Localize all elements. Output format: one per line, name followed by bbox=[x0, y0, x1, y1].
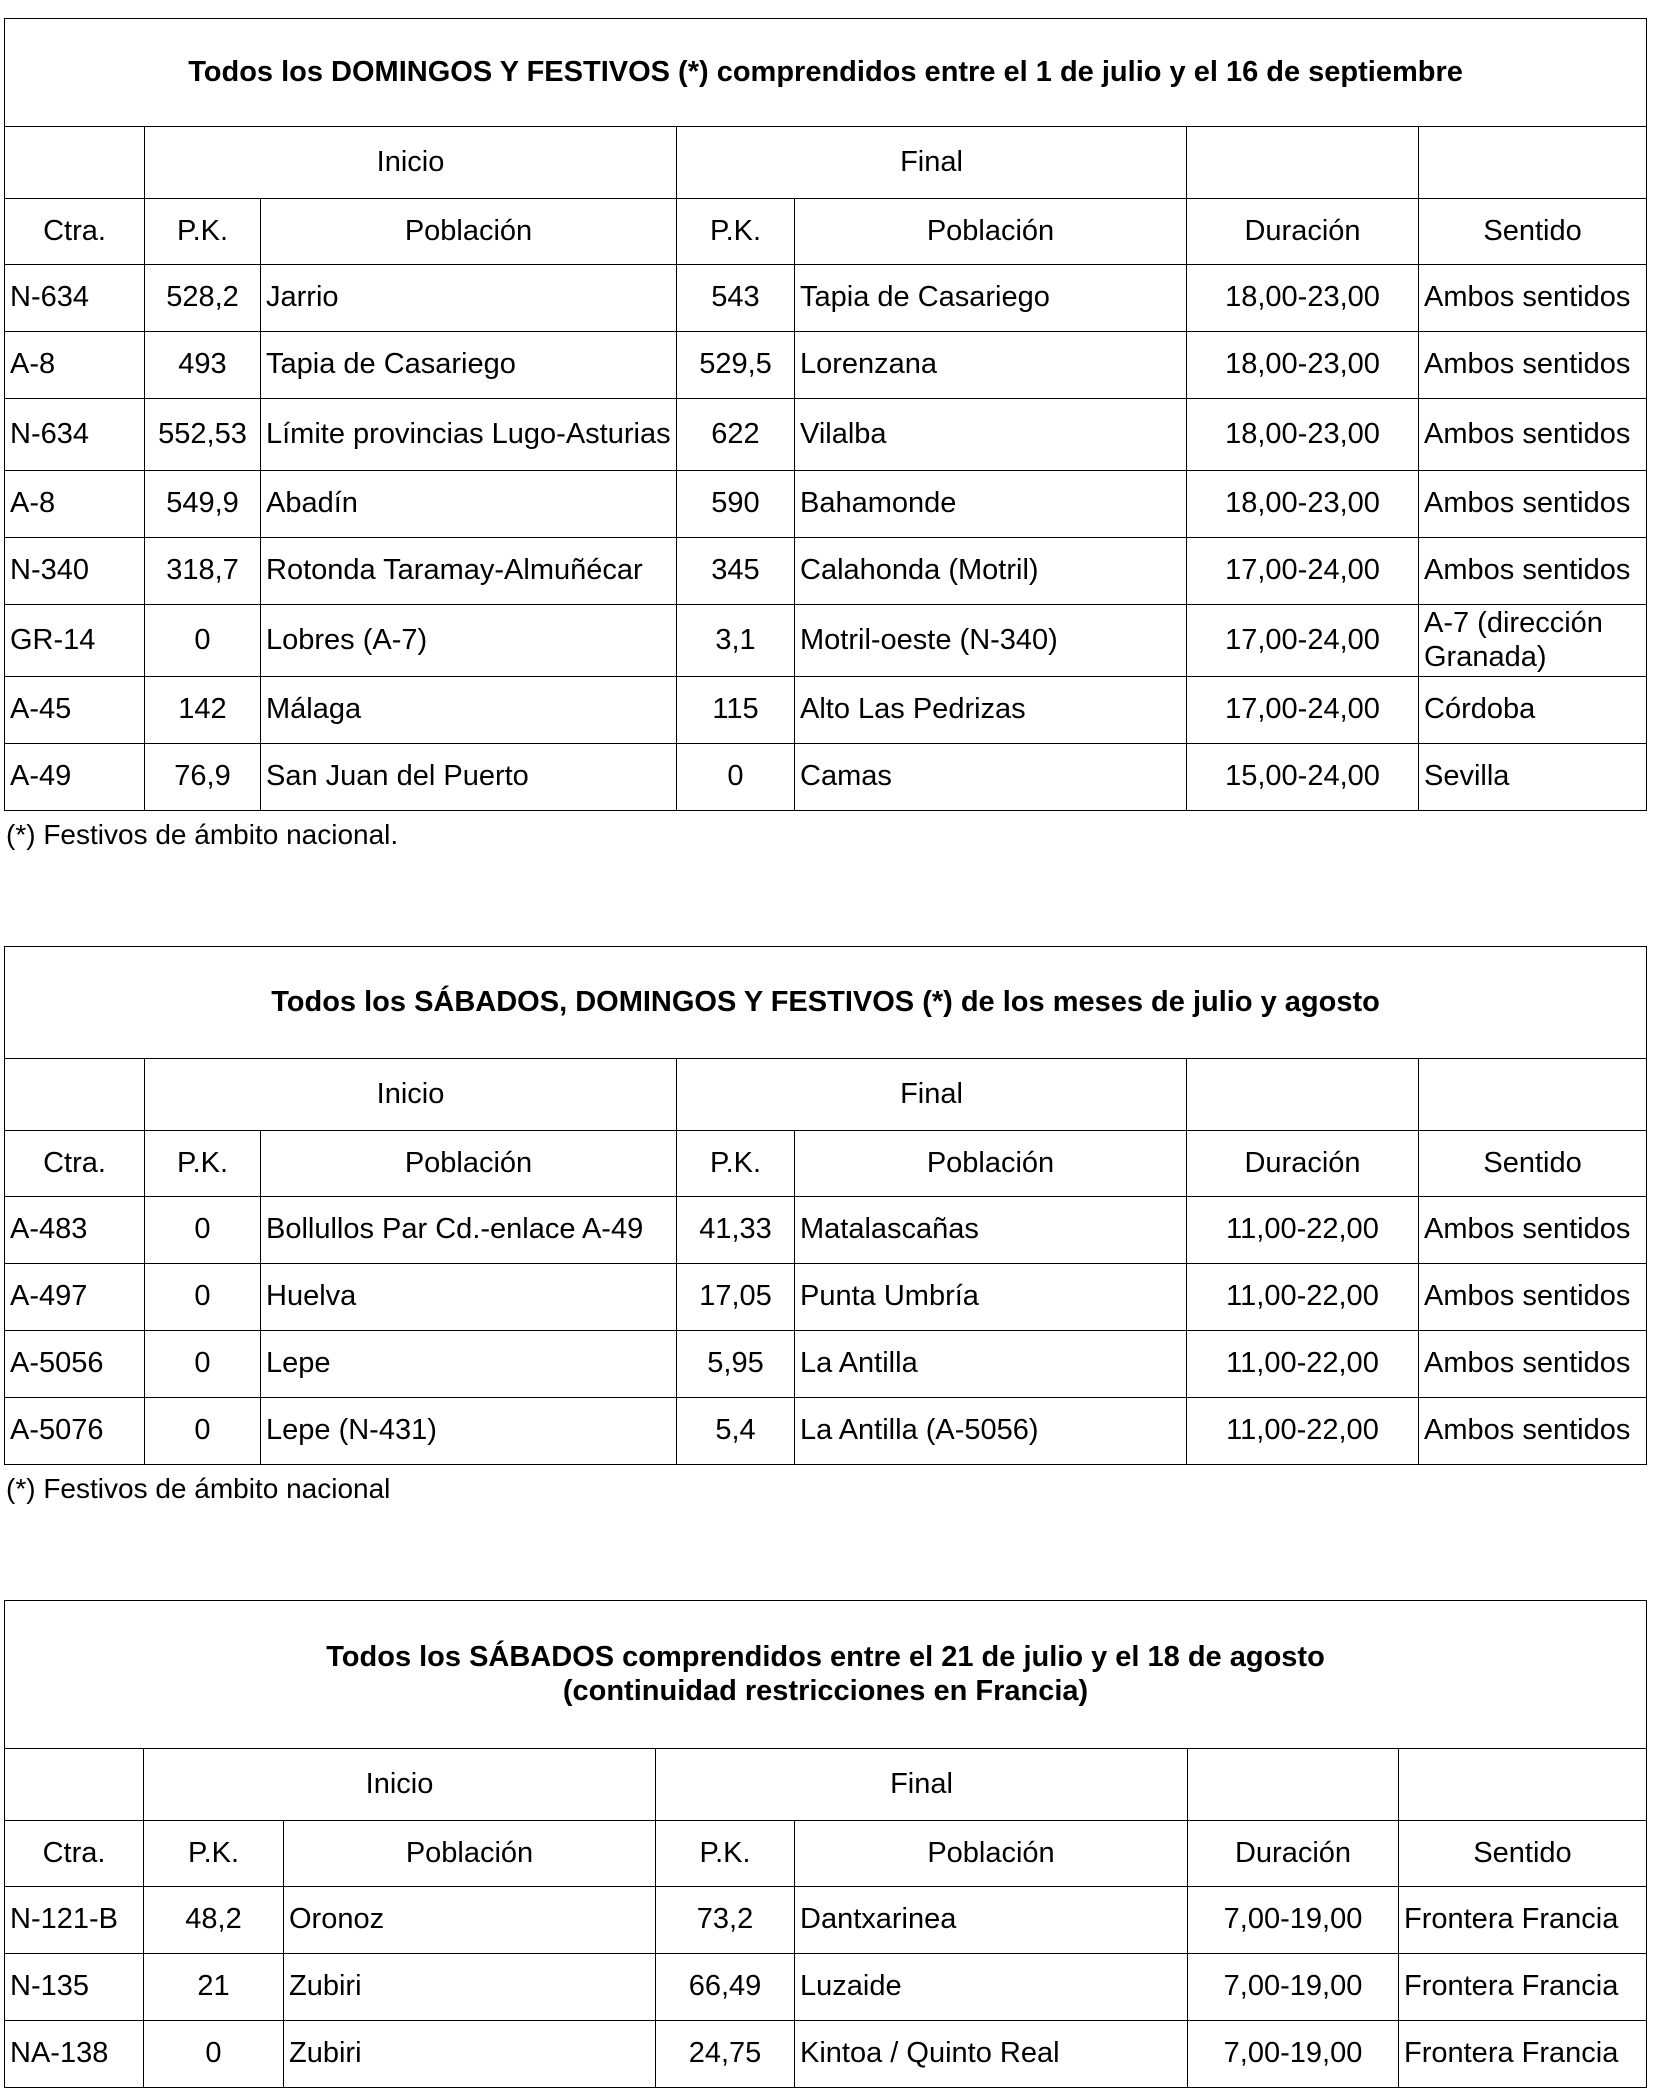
col-header-ctra: Ctra. bbox=[5, 199, 145, 265]
col-header-poblacion-inicio: Población bbox=[261, 199, 677, 265]
cell-pk-inicio: 0 bbox=[145, 1331, 261, 1398]
cell-ctra: A-5056 bbox=[5, 1331, 145, 1398]
cell-pk-final: 0 bbox=[677, 744, 795, 811]
table-title bbox=[5, 1601, 1647, 1749]
cell-pk-final: 622 bbox=[677, 399, 795, 471]
empty-header-cell bbox=[1188, 1749, 1399, 1821]
table-row bbox=[5, 265, 1647, 332]
cell-poblacion-final: Motril-oeste (N-340) bbox=[795, 605, 1187, 677]
cell-sentido: A-7 (dirección Granada) bbox=[1419, 605, 1647, 677]
cell-poblacion-inicio: San Juan del Puerto bbox=[261, 744, 677, 811]
cell-pk-inicio: 528,2 bbox=[145, 265, 261, 332]
cell-duracion: 18,00-23,00 bbox=[1187, 471, 1419, 538]
cell-sentido: Ambos sentidos bbox=[1419, 1398, 1647, 1465]
cell-poblacion-inicio: Málaga bbox=[261, 677, 677, 744]
cell-poblacion-final: Tapia de Casariego bbox=[795, 265, 1187, 332]
table-title-line: (continuidad restricciones en Francia) bbox=[562, 1674, 1089, 1707]
cell-ctra: NA-138 bbox=[5, 2021, 144, 2088]
cell-pk-inicio: 76,9 bbox=[145, 744, 261, 811]
cell-ctra: N-121-B bbox=[5, 1887, 144, 1954]
cell-poblacion-final: Calahonda (Motril) bbox=[795, 538, 1187, 605]
footnote: (*) Festivos de ámbito nacional bbox=[6, 1473, 391, 1504]
col-header-sentido: Sentido bbox=[1419, 199, 1647, 265]
table-title: Todos los DOMINGOS Y FESTIVOS (*) comprendidos entre el 1 de julio y el 16 de septiembre bbox=[5, 19, 1647, 127]
cell-poblacion-inicio: Oronoz bbox=[284, 1887, 656, 1954]
cell-ctra: A-45 bbox=[5, 677, 145, 744]
table-row bbox=[5, 677, 1647, 744]
group-header-inicio: Inicio bbox=[145, 127, 677, 199]
col-header-ctra: Ctra. bbox=[5, 1131, 145, 1197]
col-header-poblacion-final: Población bbox=[795, 1131, 1187, 1197]
col-header-poblacion-final: Población bbox=[795, 199, 1187, 265]
cell-poblacion-inicio: Zubiri bbox=[284, 1954, 656, 2021]
cell-duracion: 7,00-19,00 bbox=[1188, 1887, 1399, 1954]
cell-poblacion-final: Kintoa / Quinto Real bbox=[795, 2021, 1188, 2088]
cell-pk-inicio: 21 bbox=[144, 1954, 284, 2021]
cell-ctra: N-634 bbox=[5, 265, 145, 332]
table-row bbox=[5, 1398, 1647, 1465]
cell-pk-final: 345 bbox=[677, 538, 795, 605]
cell-poblacion-inicio: Lepe bbox=[261, 1331, 677, 1398]
table-row bbox=[5, 1264, 1647, 1331]
table-row bbox=[5, 2021, 1647, 2088]
cell-poblacion-inicio: Bollullos Par Cd.-enlace A-49 bbox=[261, 1197, 677, 1264]
cell-duracion: 11,00-22,00 bbox=[1187, 1331, 1419, 1398]
cell-duracion: 7,00-19,00 bbox=[1188, 1954, 1399, 2021]
cell-poblacion-inicio: Abadín bbox=[261, 471, 677, 538]
table-row bbox=[5, 744, 1647, 811]
restriction-table-2-block bbox=[4, 946, 1647, 1505]
cell-poblacion-inicio: Lobres (A-7) bbox=[261, 605, 677, 677]
cell-pk-final: 590 bbox=[677, 471, 795, 538]
col-header-pk-final: P.K. bbox=[677, 1131, 795, 1197]
cell-ctra: N-634 bbox=[5, 399, 145, 471]
restriction-table-2 bbox=[4, 946, 1647, 1465]
cell-sentido: Ambos sentidos bbox=[1419, 265, 1647, 332]
cell-duracion: 15,00-24,00 bbox=[1187, 744, 1419, 811]
cell-ctra: N-340 bbox=[5, 538, 145, 605]
cell-poblacion-final: Bahamonde bbox=[795, 471, 1187, 538]
cell-pk-inicio: 0 bbox=[145, 605, 261, 677]
cell-poblacion-inicio: Tapia de Casariego bbox=[261, 332, 677, 399]
table-row bbox=[5, 471, 1647, 538]
cell-duracion: 18,00-23,00 bbox=[1187, 399, 1419, 471]
cell-sentido: Ambos sentidos bbox=[1419, 1331, 1647, 1398]
group-header-final: Final bbox=[677, 127, 1187, 199]
cell-pk-inicio: 48,2 bbox=[144, 1887, 284, 1954]
group-header-inicio: Inicio bbox=[144, 1749, 656, 1821]
table-row bbox=[5, 1197, 1647, 1264]
cell-sentido: Ambos sentidos bbox=[1419, 332, 1647, 399]
cell-duracion: 11,00-22,00 bbox=[1187, 1197, 1419, 1264]
empty-header-cell bbox=[5, 1749, 144, 1821]
cell-poblacion-inicio: Huelva bbox=[261, 1264, 677, 1331]
cell-duracion: 7,00-19,00 bbox=[1188, 2021, 1399, 2088]
empty-header-cell bbox=[1187, 1059, 1419, 1131]
cell-pk-inicio: 318,7 bbox=[145, 538, 261, 605]
table-row bbox=[5, 399, 1647, 471]
cell-duracion: 11,00-22,00 bbox=[1187, 1398, 1419, 1465]
cell-poblacion-inicio: Zubiri bbox=[284, 2021, 656, 2088]
footnote: (*) Festivos de ámbito nacional. bbox=[6, 819, 399, 850]
cell-poblacion-inicio: Lepe (N-431) bbox=[261, 1398, 677, 1465]
col-header-duracion: Duración bbox=[1187, 199, 1419, 265]
cell-pk-final: 41,33 bbox=[677, 1197, 795, 1264]
col-header-poblacion-inicio: Población bbox=[284, 1821, 656, 1887]
empty-header-cell bbox=[1399, 1749, 1647, 1821]
cell-pk-final: 3,1 bbox=[677, 605, 795, 677]
empty-header-cell bbox=[5, 127, 145, 199]
cell-pk-inicio: 0 bbox=[145, 1398, 261, 1465]
group-header-final: Final bbox=[677, 1059, 1187, 1131]
cell-pk-inicio: 0 bbox=[145, 1197, 261, 1264]
cell-poblacion-final: Lorenzana bbox=[795, 332, 1187, 399]
cell-duracion: 17,00-24,00 bbox=[1187, 538, 1419, 605]
cell-duracion: 18,00-23,00 bbox=[1187, 332, 1419, 399]
cell-sentido: Sevilla bbox=[1419, 744, 1647, 811]
table-row bbox=[5, 1954, 1647, 2021]
cell-poblacion-final: Matalascañas bbox=[795, 1197, 1187, 1264]
column-header-row bbox=[5, 199, 1647, 265]
table-title: Todos los SÁBADOS, DOMINGOS Y FESTIVOS (*) de los meses de julio y agosto bbox=[5, 947, 1647, 1059]
cell-sentido: Frontera Francia bbox=[1399, 1887, 1647, 1954]
cell-pk-inicio: 552,53 bbox=[145, 399, 261, 471]
col-header-pk-final: P.K. bbox=[677, 199, 795, 265]
cell-pk-inicio: 142 bbox=[145, 677, 261, 744]
col-header-pk-inicio: P.K. bbox=[144, 1821, 284, 1887]
cell-duracion: 17,00-24,00 bbox=[1187, 605, 1419, 677]
restriction-table-3-block bbox=[4, 1600, 1647, 2088]
group-header-inicio: Inicio bbox=[145, 1059, 677, 1131]
cell-sentido: Córdoba bbox=[1419, 677, 1647, 744]
cell-pk-final: 24,75 bbox=[656, 2021, 795, 2088]
cell-pk-inicio: 0 bbox=[144, 2021, 284, 2088]
cell-poblacion-final: Camas bbox=[795, 744, 1187, 811]
column-header-row bbox=[5, 1821, 1647, 1887]
cell-pk-final: 529,5 bbox=[677, 332, 795, 399]
cell-sentido: Ambos sentidos bbox=[1419, 1264, 1647, 1331]
cell-pk-final: 543 bbox=[677, 265, 795, 332]
restriction-table-1 bbox=[4, 18, 1647, 811]
col-header-pk-inicio: P.K. bbox=[145, 1131, 261, 1197]
cell-sentido: Frontera Francia bbox=[1399, 2021, 1647, 2088]
cell-ctra: A-8 bbox=[5, 471, 145, 538]
empty-header-cell bbox=[1419, 127, 1647, 199]
cell-duracion: 17,00-24,00 bbox=[1187, 677, 1419, 744]
cell-duracion: 11,00-22,00 bbox=[1187, 1264, 1419, 1331]
cell-sentido: Ambos sentidos bbox=[1419, 399, 1647, 471]
empty-header-cell bbox=[5, 1059, 145, 1131]
column-header-row bbox=[5, 1131, 1647, 1197]
cell-ctra: A-483 bbox=[5, 1197, 145, 1264]
cell-ctra: A-8 bbox=[5, 332, 145, 399]
cell-ctra: GR-14 bbox=[5, 605, 145, 677]
col-header-duracion: Duración bbox=[1187, 1131, 1419, 1197]
cell-sentido: Frontera Francia bbox=[1399, 1954, 1647, 2021]
cell-poblacion-final: La Antilla bbox=[795, 1331, 1187, 1398]
col-header-poblacion-inicio: Población bbox=[261, 1131, 677, 1197]
cell-poblacion-final: Dantxarinea bbox=[795, 1887, 1188, 1954]
col-header-pk-final: P.K. bbox=[656, 1821, 795, 1887]
cell-sentido: Ambos sentidos bbox=[1419, 471, 1647, 538]
cell-pk-inicio: 549,9 bbox=[145, 471, 261, 538]
cell-pk-final: 73,2 bbox=[656, 1887, 795, 1954]
col-header-sentido: Sentido bbox=[1419, 1131, 1647, 1197]
cell-pk-final: 17,05 bbox=[677, 1264, 795, 1331]
cell-pk-final: 115 bbox=[677, 677, 795, 744]
cell-pk-final: 5,95 bbox=[677, 1331, 795, 1398]
table-row bbox=[5, 605, 1647, 677]
cell-sentido: Ambos sentidos bbox=[1419, 1197, 1647, 1264]
table-title-line: Todos los SÁBADOS comprendidos entre el 21 de julio y el 18 de agosto bbox=[326, 1641, 1325, 1674]
cell-sentido: Ambos sentidos bbox=[1419, 538, 1647, 605]
cell-pk-inicio: 0 bbox=[145, 1264, 261, 1331]
cell-poblacion-inicio: Rotonda Taramay-Almuñécar bbox=[261, 538, 677, 605]
cell-duracion: 18,00-23,00 bbox=[1187, 265, 1419, 332]
table-row bbox=[5, 1887, 1647, 1954]
col-header-pk-inicio: P.K. bbox=[145, 199, 261, 265]
cell-pk-final: 66,49 bbox=[656, 1954, 795, 2021]
empty-header-cell bbox=[1419, 1059, 1647, 1131]
cell-poblacion-inicio: Jarrio bbox=[261, 265, 677, 332]
cell-poblacion-final: La Antilla (A-5056) bbox=[795, 1398, 1187, 1465]
col-header-duracion: Duración bbox=[1188, 1821, 1399, 1887]
cell-ctra: N-135 bbox=[5, 1954, 144, 2021]
empty-header-cell bbox=[1187, 127, 1419, 199]
col-header-sentido: Sentido bbox=[1399, 1821, 1647, 1887]
restriction-table-1-block bbox=[4, 18, 1647, 851]
group-header-final: Final bbox=[656, 1749, 1188, 1821]
cell-ctra: A-497 bbox=[5, 1264, 145, 1331]
cell-poblacion-final: Alto Las Pedrizas bbox=[795, 677, 1187, 744]
cell-pk-inicio: 493 bbox=[145, 332, 261, 399]
table-row bbox=[5, 538, 1647, 605]
cell-poblacion-final: Punta Umbría bbox=[795, 1264, 1187, 1331]
col-header-poblacion-final: Población bbox=[795, 1821, 1188, 1887]
table-row bbox=[5, 1331, 1647, 1398]
cell-poblacion-final: Luzaide bbox=[795, 1954, 1188, 2021]
cell-poblacion-final: Vilalba bbox=[795, 399, 1187, 471]
restriction-table-3 bbox=[4, 1600, 1647, 2088]
cell-ctra: A-5076 bbox=[5, 1398, 145, 1465]
cell-ctra: A-49 bbox=[5, 744, 145, 811]
table-row bbox=[5, 332, 1647, 399]
cell-poblacion-inicio: Límite provincias Lugo-Asturias bbox=[261, 399, 677, 471]
cell-pk-final: 5,4 bbox=[677, 1398, 795, 1465]
col-header-ctra: Ctra. bbox=[5, 1821, 144, 1887]
